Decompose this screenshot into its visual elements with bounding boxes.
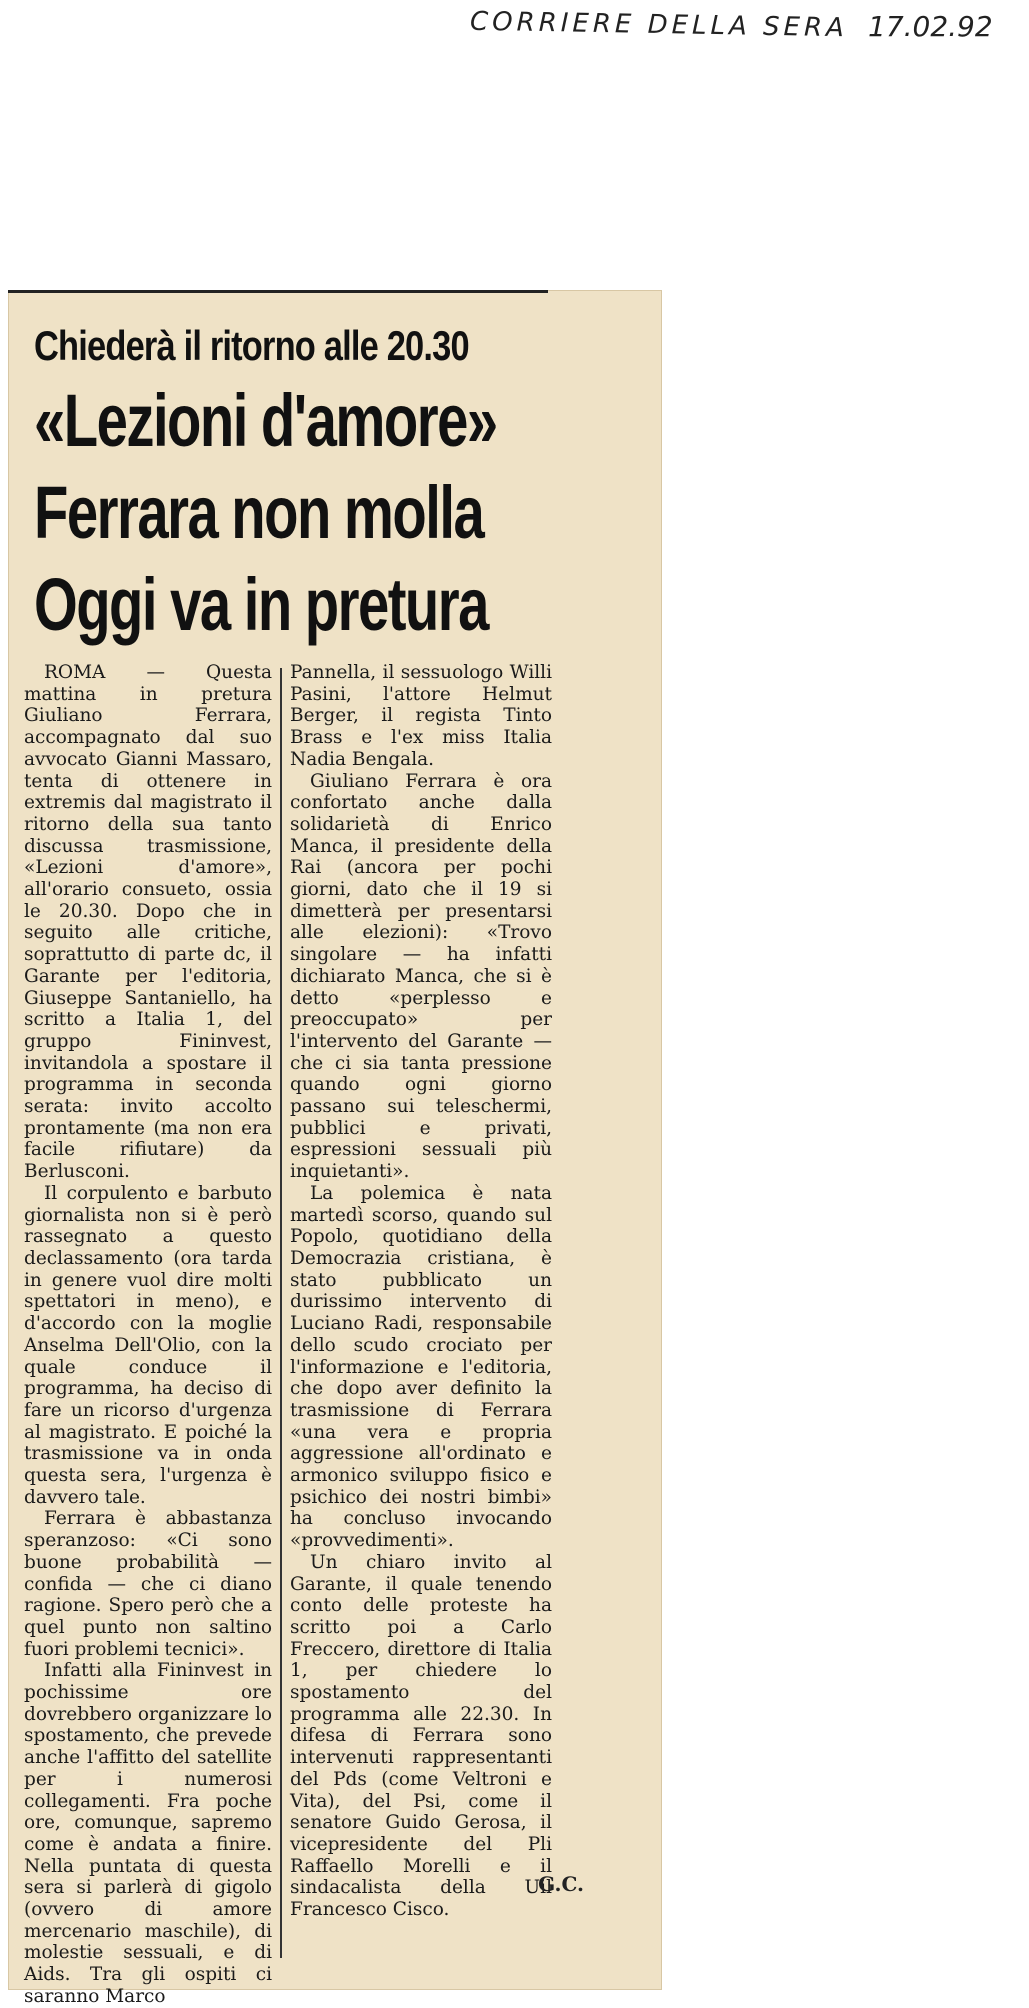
article-body — [24, 662, 564, 2008]
newspaper-clipping — [8, 290, 662, 2007]
headline-line-2: Ferrara non molla — [34, 471, 484, 554]
newspaper-name-handwritten: CORRIERE DELLA SERA — [469, 6, 849, 44]
column-divider — [280, 668, 282, 1958]
headline-line-1: «Lezioni d'amore» — [34, 379, 497, 462]
paragraph: Infatti alla Fininvest in pochissime ore dovrebbero organizzare lo spostamento, che prevede anche l'affitto del satellite per i numerosi collegamenti. Fra poche ore, comunque, sapremo come è andata a finire. Nella puntata di questa sera si parlerà di gigolo (ovvero di amore mercenario maschile), di molestie sessuali, e di Aids. Tra gli ospiti ci saranno Marco — [24, 1660, 272, 2007]
paragraph: Pannella, il sessuologo Willi Pasini, l'attore Helmut Berger, il regista Tinto Brass e l'ex miss Italia Nadia Bengala. — [290, 662, 552, 770]
paragraph: La polemica è nata martedì scorso, quando sul Popolo, quotidiano della Democrazia cristiana, è stato pubblicato un durissimo intervento di Luciano Radi, responsabile dello scudo crociato per l'informazione e l'editoria, che dopo aver definito la trasmissione di Ferrara «una vera e propria aggressione all'ordinato e armonico sviluppo fisico e psichico dei nostri bimbi» ha concluso invocando «provvedimenti». — [290, 1182, 552, 1552]
paragraph: Il corpulento e barbuto giornalista non si è però rassegnato a questo declassamento (ora tarda in genere vuol dire molti spettatori in meno), e d'accordo con la moglie Anselma Dell'Olio, con la quale conduce il programma, ha deciso di fare un ricorso d'urgenza al magistrato. E poiché la trasmissione va in onda questa sera, l'urgenza è davvero tale. — [24, 1182, 272, 1508]
headline-block — [34, 320, 574, 648]
paragraph: ROMA — Questa mattina in pretura Giuliano Ferrara, accompagnato dal suo avvocato Gianni Massaro, tenta di ottenere in extremis dal magistrato il ritorno della sua tanto discussa trasmissione, «Lezioni d'amore», all'orario consueto, ossia le 20.30. Dopo che in seguito alle critiche, soprattutto di parte dc, il Garante per l'editoria, Giuseppe Santaniello, ha scritto a Italia 1, del gruppo Fininvest, invitandola a spostare il programma in seconda serata: invito accolto prontamente (ma non era facile rifiutare) da Berlusconi. — [24, 662, 272, 1183]
column-2 — [290, 662, 552, 2008]
date-handwritten: 17.02.92 — [868, 10, 993, 43]
column-1 — [24, 662, 280, 2008]
kicker: Chiederà il ritorno alle 20.30 — [34, 322, 469, 369]
paragraph: Giuliano Ferrara è ora confortato anche dalla solidarietà di Enrico Manca, il presidente della Rai (ancora per pochi giorni, dato che il 19 si dimetterà per presentarsi alle elezioni): «Trovo singolare — ha infatti dichiarato Manca, che si è detto «perplesso e preoccupato» per l'intervento del Garante — che ci sia tanta pressione quando ogni giorno passano sui teleschermi, pubblici e privati, espressioni sessuali più inquietanti». — [290, 770, 552, 1183]
paragraph: Un chiaro invito al Garante, il quale tenendo conto delle proteste ha scritto poi a Carlo Freccero, direttore di Italia 1, per chiedere lo spostamento del programma alle 22.30. In difesa di Ferrara sono intervenuti rappresentanti del Pds (come Veltroni e Vita), del Psi, come il senatore Guido Gerosa, il vicepresidente del Pli Raffaello Morelli e il sindacalista della Uil Francesco Cisco. — [290, 1551, 552, 1921]
top-rule — [8, 290, 548, 293]
headline-line-3: Oggi va in pretura — [34, 563, 488, 646]
author-signature: G.C. — [538, 1872, 584, 1896]
paragraph: Ferrara è abbastanza speranzoso: «Ci sono buone probabilità — confida — che ci diano ragione. Spero però che a quel punto non saltino fuori problemi tecnici». — [24, 1508, 272, 1660]
